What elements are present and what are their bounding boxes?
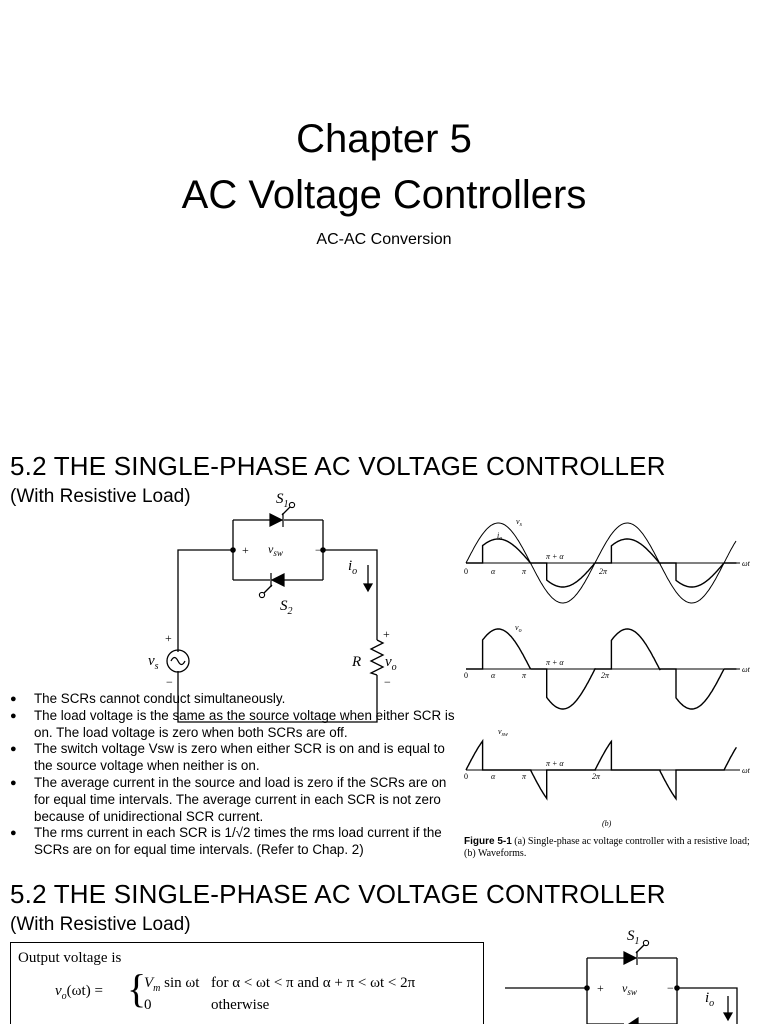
wave3-vsw-label: $v_{sw}$ (498, 727, 508, 738)
list-item: ● The load voltage is the same as the source voltage when either SCR is on. The load voltage is zero when both SCRs are off. (10, 708, 460, 742)
equation-condition-2: otherwise (211, 997, 270, 1013)
vs-plus: + (165, 631, 172, 645)
s1-label-2: $S_1$ (627, 928, 640, 947)
wave3-wt-label: ωt (742, 766, 750, 775)
wave1-wt-label: ωt (742, 559, 750, 568)
vsw-minus: − (315, 543, 322, 557)
vo-plus: + (383, 627, 390, 641)
equation-lhs: $v_o(\omega t)$ = (55, 983, 103, 1002)
wave1-pi-alpha-label: π + α (546, 552, 564, 561)
wave1-2pi-label: 2π (599, 567, 608, 576)
wave3-pi-label: π (522, 772, 527, 781)
chapter-title: Chapter 5 (296, 117, 472, 161)
wave2-vo-label: $v_o$ (515, 623, 522, 634)
list-item: ● The switch voltage Vsw is zero when either SCR is on and is equal to the source voltage when neither is on. (10, 741, 460, 775)
vs-minus: − (166, 675, 173, 689)
vs-label: $v_s$ (148, 653, 159, 672)
vsw-minus-2: − (667, 981, 674, 995)
wave1-zero-label: 0 (464, 567, 468, 576)
wave3-pi-alpha-label: π + α (546, 759, 564, 768)
section-subtitle: (With Resistive Load) (10, 486, 191, 507)
wave1-pi-label: π (522, 567, 527, 576)
s2-label: $S_2$ (280, 598, 293, 617)
wave2-2pi-label: 2π (601, 671, 610, 680)
list-item: ● The rms current in each SCR is 1/√2 times the rms load current if the SCRs are on for equal time intervals. (Refer to Chap. 2) (10, 825, 460, 859)
wave1-alpha-label: α (491, 567, 496, 576)
wave3-2pi-label: 2π (592, 772, 601, 781)
list-item: ● The SCRs cannot conduct simultaneously. (10, 691, 460, 708)
s1-label: $S_1$ (276, 491, 289, 510)
key-points-list (10, 691, 460, 859)
figure-caption (464, 836, 754, 860)
vo-label: $v_o$ (385, 654, 397, 673)
wave2-zero-label: 0 (464, 671, 468, 680)
wave1-vs-label: $v_s$ (516, 517, 522, 528)
io-label: $i_o$ (348, 558, 358, 577)
wave2-pi-alpha-label: π + α (546, 658, 564, 667)
wave3-alpha-label: α (491, 772, 496, 781)
subfigure-b-label: (b) (602, 819, 612, 828)
vo-minus: − (384, 675, 391, 689)
wave2-wt-label: ωt (742, 665, 750, 674)
content-slide-1 (0, 440, 768, 870)
equation-intro: Output voltage is (18, 950, 122, 966)
figure-caption-number: Figure 5-1 (464, 836, 512, 847)
equation-condition-1: for α < ωt < π and α + π < ωt < 2π (211, 975, 416, 991)
equation-brace: { (127, 966, 147, 1011)
section-subtitle: (With Resistive Load) (10, 914, 191, 935)
equation-case-2: 0 (144, 997, 152, 1013)
equation-case-1: $V_m$ sin ωt (144, 975, 200, 994)
content-slide-2 (0, 870, 768, 1024)
title-slide (0, 0, 768, 420)
section-title: 5.2 THE SINGLE-PHASE AC VOLTAGE CONTROLLER (10, 879, 666, 909)
vsw-label: $v_{sw}$ (268, 542, 283, 558)
controller-circuit-diagram-partial (505, 928, 765, 1024)
vsw-label-2: $v_{sw}$ (622, 981, 637, 997)
output-voltage-equation-box (10, 942, 484, 1024)
section-title: 5.2 THE SINGLE-PHASE AC VOLTAGE CONTROLLER (10, 451, 666, 481)
chapter-subtitle: AC-AC Conversion (316, 231, 452, 248)
figure-caption-text: (a) Single-phase ac voltage controller with a resistive load; (b) Waveforms. (464, 836, 750, 859)
chapter-topic-title: AC Voltage Controllers (181, 173, 587, 217)
io-label-2: $i_o$ (705, 990, 715, 1009)
list-item: ● The average current in the source and load is zero if the SCRs are on for equal time intervals. The average current in each SCR is not zero because of unidirectional SCR current. (10, 775, 460, 825)
vsw-plus: + (242, 543, 249, 557)
wave3-zero-label: 0 (464, 772, 468, 781)
wave1-io-label: $i_o$ (497, 531, 503, 542)
r-label: R (352, 654, 362, 670)
wave2-alpha-label: α (491, 671, 496, 680)
wave2-pi-label: π (522, 671, 527, 680)
vsw-plus-2: + (597, 981, 604, 995)
waveforms-figure (462, 508, 762, 828)
